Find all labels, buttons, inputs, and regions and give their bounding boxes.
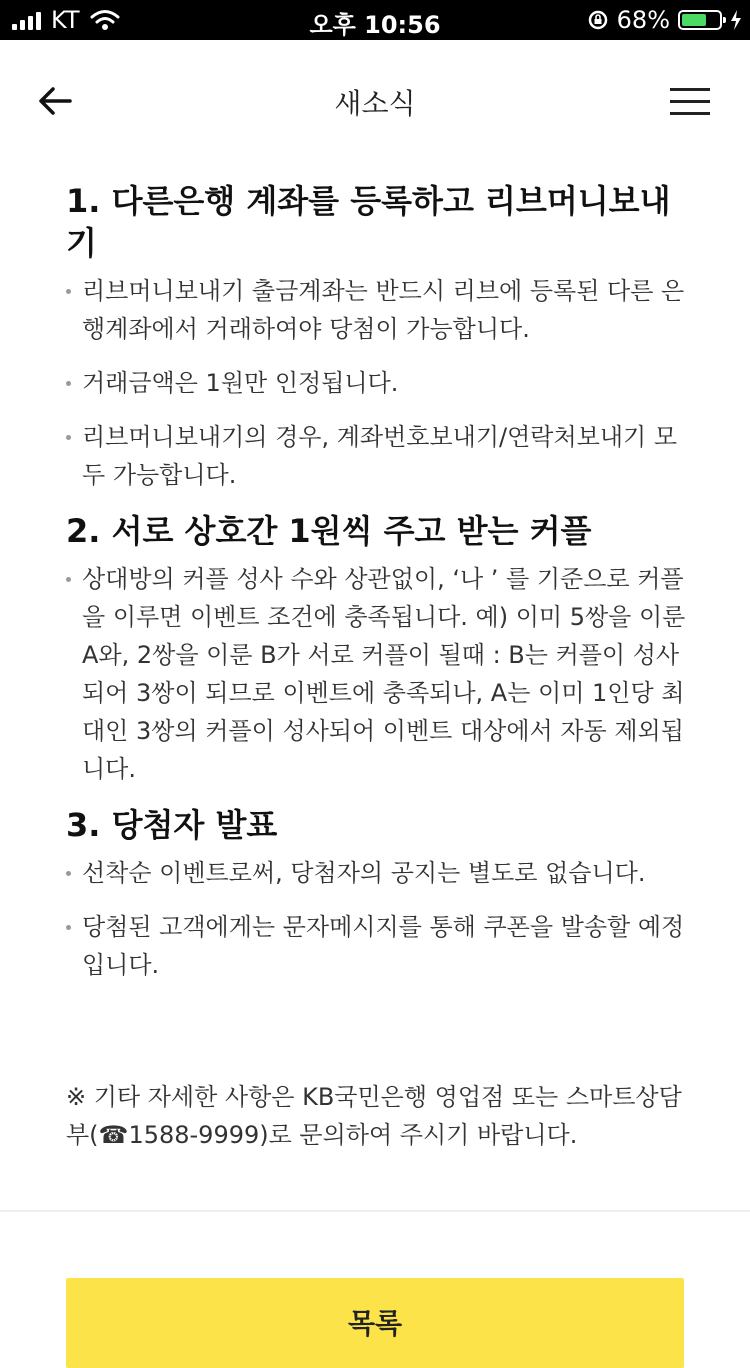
bullet-item: 당첨된 고객에게는 문자메시지를 통해 쿠폰을 발송할 예정입니다. bbox=[66, 908, 696, 984]
nav-bar bbox=[0, 40, 750, 160]
page-title: 새소식 bbox=[334, 87, 416, 120]
bullet-item: 거래금액은 1원만 인정됩니다. bbox=[66, 364, 696, 402]
battery-percent: 68% bbox=[616, 6, 670, 34]
status-time: 오후 10:56 bbox=[309, 11, 441, 39]
bullet-item: 선착순 이벤트로써, 당첨자의 공지는 별도로 없습니다. bbox=[66, 854, 696, 892]
rotation-lock-icon bbox=[587, 9, 609, 31]
divider bbox=[0, 1210, 750, 1212]
section-2 bbox=[66, 510, 696, 788]
section-heading: 1. 다른은행 계좌를 등록하고 리브머니보내기 bbox=[66, 182, 671, 262]
event-details bbox=[66, 180, 696, 1000]
status-bar bbox=[0, 0, 750, 40]
bullet-list bbox=[66, 272, 696, 494]
carrier-name: KT bbox=[51, 6, 80, 34]
charging-icon bbox=[730, 9, 742, 31]
bullet-item: 리브머니보내기 출금계좌는 반드시 리브에 등록된 다른 은행계좌에서 거래하여야 당첨이 가능합니다. bbox=[66, 272, 696, 348]
section-1 bbox=[66, 180, 696, 494]
list-button-label: 목록 bbox=[347, 1307, 403, 1340]
section-3 bbox=[66, 804, 696, 984]
bullet-item: 상대방의 커플 성사 수와 상관없이, ‘나 ’ 를 기준으로 커플을 이루면 이벤트 조건에 충족됩니다. 예) 이미 5쌍을 이룬 A와, 2쌍을 이룬 B가 서로 커플이 될때 : B는 커플이 성사되어 3쌍이 되므로 이벤트에 충족되나, A는 이미 1인당 최대인 3쌍의 커플이 성사되어 이벤트 대상에서 자동 제외됩니다. bbox=[66, 560, 696, 788]
section-heading: 3. 당첨자 발표 bbox=[66, 806, 278, 844]
battery-icon bbox=[678, 10, 722, 30]
hamburger-menu-icon[interactable] bbox=[670, 82, 714, 118]
bullet-list bbox=[66, 854, 696, 984]
bullet-item: 리브머니보내기의 경우, 계좌번호보내기/연락처보내기 모두 가능합니다. bbox=[66, 418, 696, 494]
bullet-list bbox=[66, 560, 696, 788]
contact-note: ※ 기타 자세한 사항은 KB국민은행 영업점 또는 스마트상담부(☎1588-9999)로 문의하여 주시기 바랍니다. bbox=[66, 1083, 682, 1149]
section-heading: 2. 서로 상호간 1원씩 주고 받는 커플 bbox=[66, 512, 592, 550]
list-button[interactable] bbox=[66, 1278, 684, 1368]
battery-fill bbox=[682, 14, 706, 26]
status-right bbox=[587, 6, 742, 34]
